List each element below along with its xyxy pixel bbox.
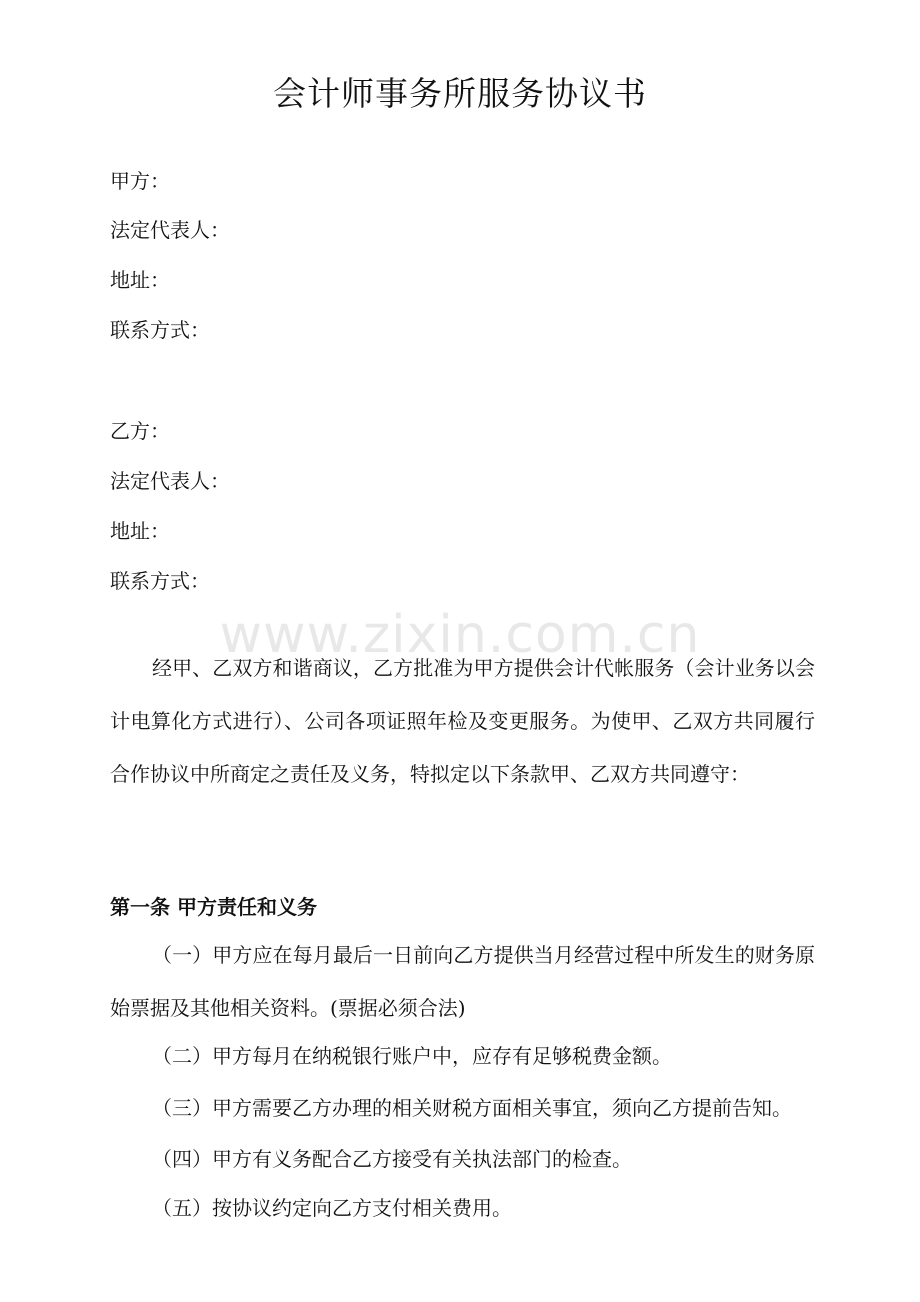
article-1-item-3: （三）甲方需要乙方办理的相关财税方面相关事宜，须向乙方提前告知。 [152,1096,792,1120]
party-b-name-label: 乙方： [110,419,170,443]
preamble-paragraph: 经甲、乙双方和谐商议，乙方批准为甲方提供会计代帐服务（会计业务以会计电算化方式进行）、公司各项证照年检及变更服务。为使甲、乙双方共同履行合作协议中所商定之责任及义务，特拟定以下条款甲、乙双方共同遵守： [110,656,815,786]
party-a-contact-label: 联系方式： [110,318,210,342]
party-a-address-label: 地址： [110,268,170,292]
party-a-name-label: 甲方： [110,169,170,193]
article-1-item-1: （一）甲方应在每月最后一日前向乙方提供当月经营过程中所发生的财务原始票据及其他相关资料。(票据必须合法) [110,943,815,1020]
party-b-address-label: 地址： [110,519,170,543]
article-1-item-5: （五）按协议约定向乙方支付相关费用。 [152,1196,512,1220]
party-b-rep-label: 法定代表人： [110,469,230,493]
party-b-contact-label: 联系方式： [110,569,210,593]
article-1-item-2: （二）甲方每月在纳税银行账户中，应存有足够税费金额。 [152,1044,672,1068]
article-1-heading: 第一条 甲方责任和义务 [110,895,317,919]
party-a-rep-label: 法定代表人： [110,218,230,242]
article-1-item-4: （四）甲方有义务配合乙方接受有关执法部门的检查。 [152,1147,632,1171]
document-title: 会计师事务所服务协议书 [273,74,647,113]
watermark: www.zixin.com.cn [219,605,701,665]
